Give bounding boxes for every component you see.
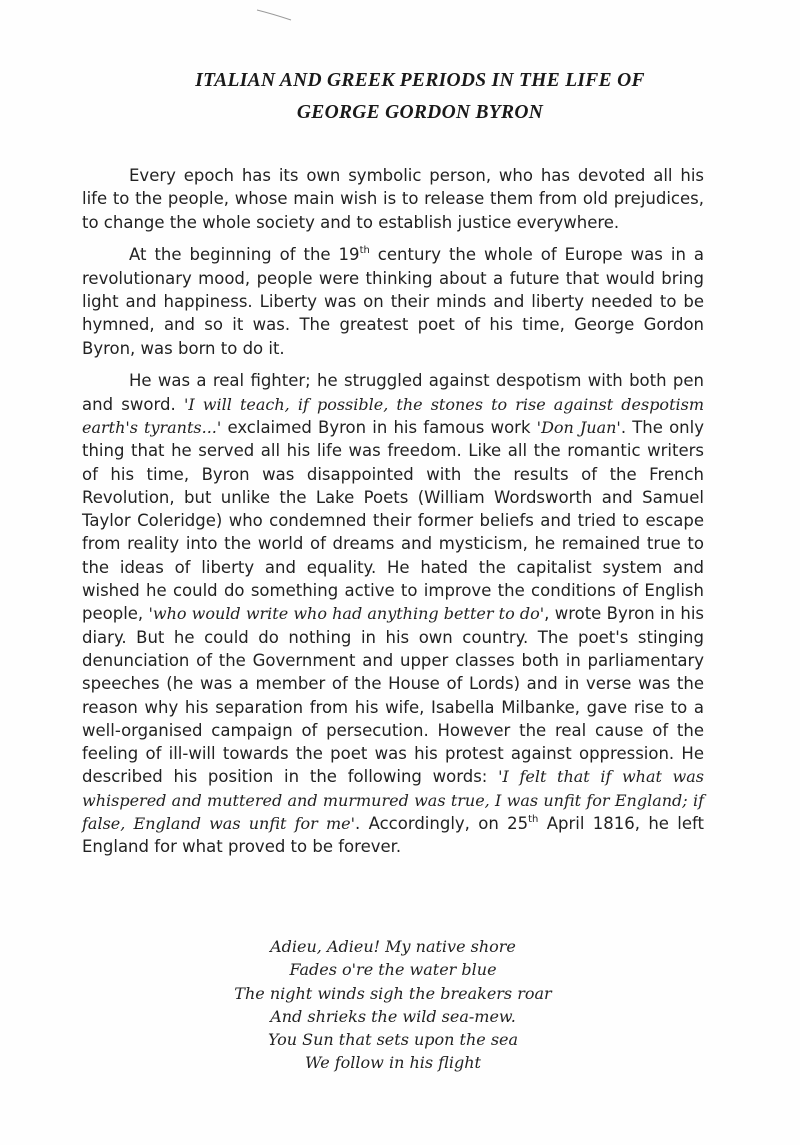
ordinal-superscript: th <box>528 813 539 825</box>
title-line-1: ITALIAN AND GREEK PERIODS IN THE LIFE OF <box>195 70 645 91</box>
paragraph-3-text-b: exclaimed Byron in his famous work <box>221 417 537 437</box>
paragraph-3-text-f: April 1816, he left England for what proved to be forever. <box>82 814 704 857</box>
diary-quote: 'who would write who had anything better to do' <box>148 604 545 624</box>
paragraph-2-text-a: At the beginning of the 19 <box>129 245 360 265</box>
poem-line: The night winds sigh the breakers roar <box>234 983 552 1003</box>
paragraph-2 <box>82 243 704 359</box>
work-title: 'Don Juan' <box>536 417 621 437</box>
england-quote: 'I felt that if what was whispered and muttered and murmured was true, I was unfit for England; if false, England was unfit for me' <box>82 767 704 834</box>
paragraph-2-text-b: century the whole of Europe was in a revolutionary mood, people were thinking about a future that would bring light and happiness. Liberty was on their minds and liberty needed to be hymned, and so it was. The greatest poet of his time, George Gordon Byron, was born to do it. <box>82 245 704 358</box>
paragraph-1: Every epoch has its own symbolic person, who has devoted all his life to the people, whose main wish is to release them from old prejudices, to change the whole society and to establish justice everywhere. <box>82 166 704 232</box>
poem-stanza <box>82 935 704 1075</box>
poem-line: And shrieks the wild sea-mew. <box>270 1006 516 1026</box>
poem-line: You Sun that sets upon the sea <box>267 1030 519 1050</box>
paragraph-3 <box>82 369 704 858</box>
scan-artifact-mark <box>255 8 295 22</box>
poem-line: Adieu, Adieu! My native shore <box>270 937 516 956</box>
paragraph-3-text-c: . The only thing that he served all his life was freedom. Like all the romantic writers of his time, Byron was disappointed with the results of the French Revolution, but unlike the Lake Poets (William Wordsworth and Samuel Taylor Coleridge) who condemned their former beliefs and tried to escape from reality into the world of dreams and mysticism, he remained true to the ideas of liberty and equality. He hated the capitalist system and wished he could do something active to improve the conditions of English people, <box>82 417 704 624</box>
paragraph-3-text-d: , wrote Byron in his diary. But he could do nothing in his own country. The poet's stinging denunciation of the Government and upper classes both in parliamentary speeches (he was a member of the House of Lords) and in verse was the reason why his separation from his wife, Isabella Milbanke, gave rise to a well-organised campaign of persecution. However the real cause of the feeling of ill-will towards the poet was his protest against oppression. He described his position in the following words: <box>82 604 705 787</box>
don-juan-quote: 'I will teach, if possible, the stones to rise against despotism earth's tyrants...' <box>82 394 704 437</box>
poem-line: We follow in his flight <box>305 1053 481 1073</box>
paragraph-3-text-a: He was a real fighter; he struggled against despotism with both pen and sword. <box>82 371 704 414</box>
article-body <box>82 164 704 868</box>
ordinal-superscript: th <box>359 244 370 256</box>
paragraph-3-text-e: . Accordingly, on 25 <box>355 814 529 834</box>
poem-line: Fades o're the water blue <box>289 960 497 980</box>
title-line-2: GEORGE GORDON BYRON <box>296 102 544 123</box>
